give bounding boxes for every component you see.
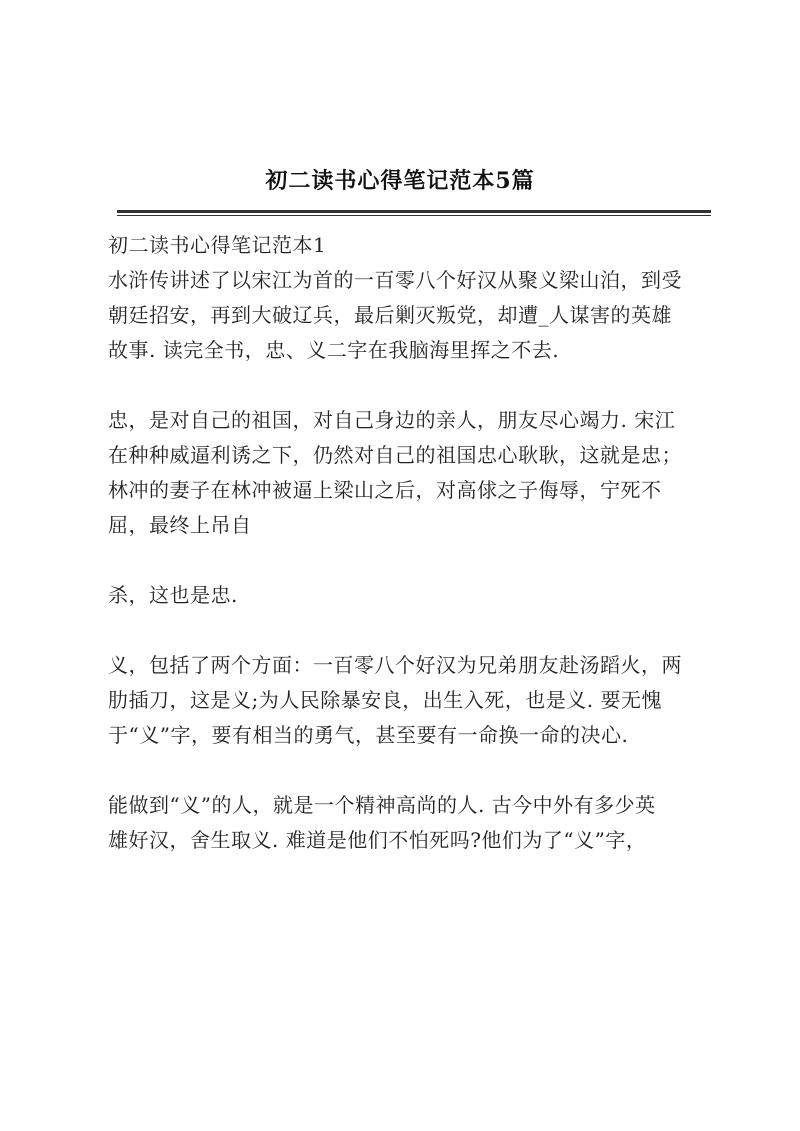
paragraph-gap bbox=[108, 613, 716, 648]
paragraph-line: 朝廷招安，再到大破辽兵，最后剿灭叛党，却遭_人谋害的英雄 bbox=[108, 303, 672, 327]
document-title: 初二读书心得笔记范本5篇 bbox=[265, 168, 535, 194]
paragraph-line: 屈，最终上吊自 bbox=[108, 513, 252, 537]
paragraph-4 bbox=[108, 648, 716, 753]
paragraph-line: 在种种威逼利诱之下，仍然对自己的祖国忠心耿耿，这就是忠； bbox=[108, 443, 682, 467]
title-divider-thin bbox=[117, 215, 711, 216]
document-body bbox=[108, 228, 716, 858]
section-heading: 初二读书心得笔记范本1 bbox=[108, 233, 327, 257]
paragraph-3 bbox=[108, 578, 716, 613]
title-divider bbox=[117, 210, 711, 213]
paragraph-line: 肋插刀，这是义;为人民除暴安良，出生入死，也是义. 要无愧 bbox=[108, 688, 662, 712]
paragraph-line: 杀，这也是忠. bbox=[108, 583, 238, 607]
paragraph-line: 能做到“义”的人，就是一个精神高尚的人. 古今中外有多少英 bbox=[108, 793, 656, 817]
paragraph-line: 于“义”字，要有相当的勇气，甚至要有一命换一命的决心. bbox=[108, 723, 629, 747]
paragraph-gap bbox=[108, 753, 716, 788]
paragraph-1 bbox=[108, 263, 716, 368]
paragraph-line: 雄好汉，舍生取义. 难道是他们不怕死吗?他们为了“义”字， bbox=[108, 828, 647, 852]
paragraph-line: 忠，是对自己的祖国，对自己身边的亲人，朋友尽心竭力. 宋江 bbox=[108, 408, 676, 432]
paragraph-line: 义，包括了两个方面：一百零八个好汉为兄弟朋友赴汤蹈火，两 bbox=[108, 653, 682, 677]
paragraph-line: 故事. 读完全书，忠、义二字在我脑海里挥之不去. bbox=[108, 338, 560, 362]
paragraph-line: 林冲的妻子在林冲被逼上梁山之后，对高俅之子侮辱，宁死不 bbox=[108, 478, 662, 502]
paragraph-line: 水浒传讲述了以宋江为首的一百零八个好汉从聚义梁山泊，到受 bbox=[108, 268, 682, 292]
paragraph-gap bbox=[108, 368, 716, 403]
paragraph-5 bbox=[108, 788, 716, 858]
paragraph-2 bbox=[108, 403, 716, 543]
paragraph-gap bbox=[108, 543, 716, 578]
